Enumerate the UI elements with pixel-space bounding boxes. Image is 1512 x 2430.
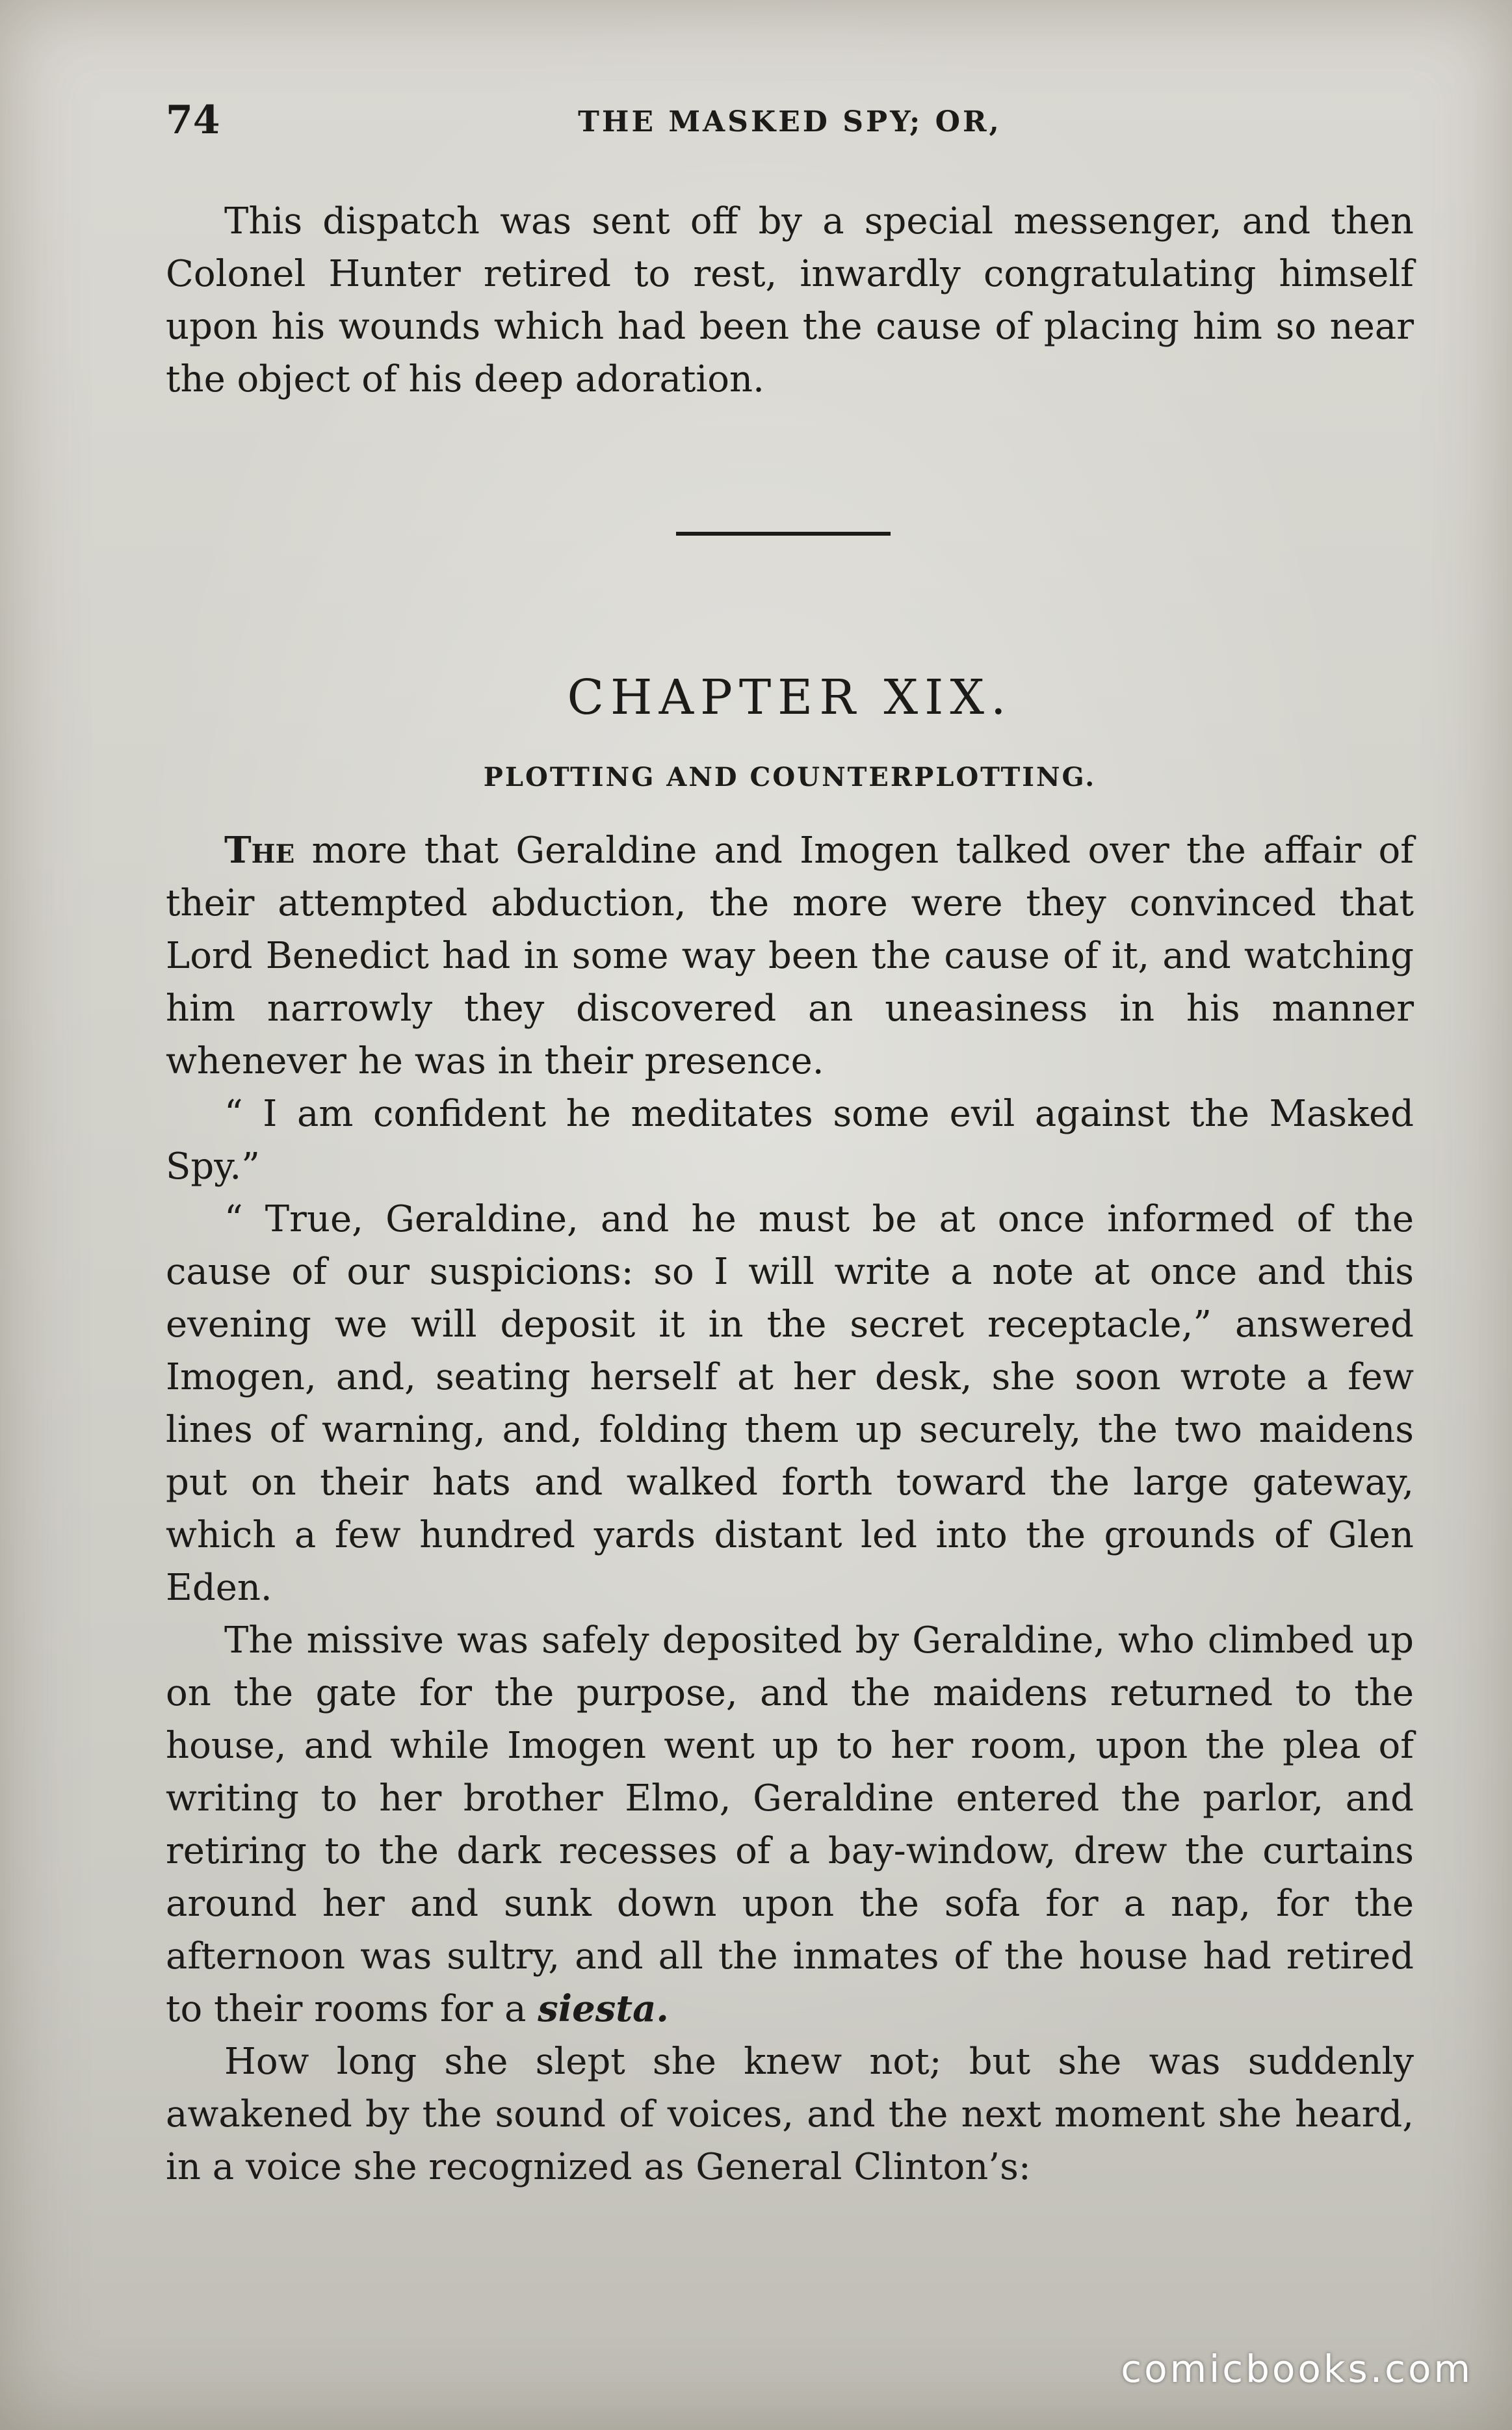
paragraph-text: more that Geraldine and Imogen talked over the affair of their attempted abduction, the more were they convinced that Lord Benedict had in some way been the cause of it, and watching him narrowly they discovered an uneasiness in his manner whenever he was in their presence. [166,830,1414,1082]
chapter-body [166,824,1414,2193]
chapter-paragraph-2: “ I am confident he meditates some evil against the Masked Spy.” [166,1093,1414,1188]
paragraph-text: The missive was safely deposited by Geraldine, who climbed up on the gate for the purpose, and the maidens returned to the house, and while Imogen went up to her room, upon the plea of writing to her brother Elmo, Geraldine entered the parlor, and retiring to the dark recesses of a bay-window, drew the curtains around her and sunk down upon the sofa for a nap, for the afternoon was sultry, and all the inmates of the house had retired to their rooms for a [166,1619,1414,2030]
top-paragraph-block [166,195,1414,406]
running-title: THE MASKED SPY; OR, [578,105,1002,138]
chapter-subtitle: PLOTTING AND COUNTERPLOTTING. [483,762,1097,792]
lead-word: The [224,829,295,872]
chapter-title: CHAPTER XIX. [567,670,1013,725]
italic-word: siesta. [538,1987,669,2030]
chapter-paragraph-5: How long she slept she knew not; but she was suddenly awakened by the sound of voices, and the next moment she heard, in a voice she recognized as General Clinton’s: [166,2041,1414,2188]
site-watermark: comicbooks.com [1121,2347,1473,2391]
chapter-paragraph-4 [166,1614,1414,2035]
running-head [166,98,1414,150]
bleed-through-texture [143,62,1427,874]
top-paragraph: This dispatch was sent off by a special messenger, and then Colonel Hunter retired to rest, inwardly congratulating himself upon his wounds which had been the cause of placing him so near the object of his deep adoration. [166,200,1414,400]
chapter-paragraph-3: “ True, Geraldine, and he must be at once informed of the cause of our suspicions: so I will write a note at once and this evening we will deposit it in the secret receptacle,” answered Imogen, and, seating herself at her desk, she soon wrote a few lines of warning, and, folding them up securely, the two maidens put on their hats and walked forth toward the large gateway, which a few hundred yards distant led into the grounds of Glen Eden. [166,1198,1414,1609]
chapter-paragraph-1 [166,824,1414,1088]
page-number: 74 [166,98,220,143]
section-rule [676,532,891,536]
